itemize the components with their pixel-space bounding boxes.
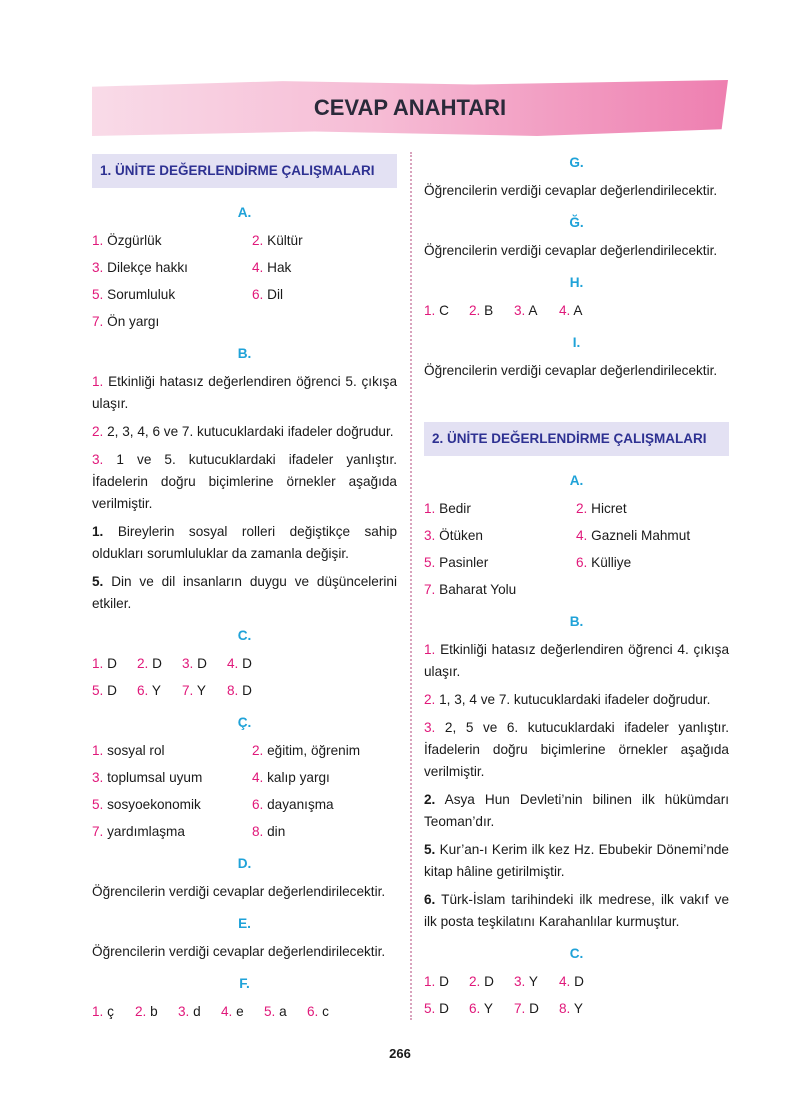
unit1-d-text: Öğrencilerin verdiği cevaplar değerlendirilecektir. (92, 884, 386, 899)
unit2-b-example: 2. Asya Hun Devleti’nin bilinen ilk hükümdarı Teoman’dır. (424, 792, 729, 829)
answer-item: 4. Gazneli Mahmut (576, 528, 691, 543)
unit1-i-text: Öğrencilerin verdiği cevaplar değerlendirilecektir. (424, 363, 718, 378)
unit2-b-paragraph: 3. 2, 5 ve 6. kutucuklardaki ifadeler yanlıştır. İfadelerin doğru biçimlerine örnekler aşağıda verilmiştir. (424, 720, 729, 779)
answer-item: 3. toplumsal uyum (92, 770, 203, 785)
unit2-section-a-answers (424, 498, 729, 601)
unit2-b-example: 5. Kur’an-ı Kerim ilk kez Hz. Ebubekir Dönemi’nde kitap hâline getirilmiştir. (424, 842, 729, 879)
unit2-b-example: 6. Türk-İslam tarihindeki ilk medrese, ilk vakıf ve ilk posta teşkilatını Karahanlılar kurmuştur. (424, 892, 730, 929)
answer-item: 6. Y (137, 683, 161, 698)
answer-item: 3. A (514, 303, 538, 318)
answer-item: 2. Hicret (576, 501, 627, 516)
answer-item: 8. Y (559, 1001, 583, 1016)
answer-item: 6. dayanışma (252, 797, 334, 812)
answer-item: 5. D (424, 1001, 449, 1016)
answer-item: 2. b (135, 1004, 158, 1019)
unit1-c-row (92, 653, 397, 675)
unit2-c-row (424, 998, 729, 1020)
answer-item: 2. B (469, 303, 494, 318)
unit2-section-a-label: A. (569, 473, 584, 488)
unit1-b-paragraph: 2. 2, 3, 4, 6 ve 7. kutucuklardaki ifadeler doğrudur. (92, 424, 394, 439)
answer-item: 1. sosyal rol (92, 743, 165, 758)
unit1-section-a-label: A. (237, 205, 252, 220)
unit1-b-paragraph: 3. 1 ve 5. kutucuklardaki ifadeler yanlıştır. İfadelerin doğru biçimlerine örnekler aşağıda verilmiştir. (92, 452, 398, 511)
answer-item: 3. D (182, 656, 207, 671)
answer-item: 7. yardımlaşma (92, 824, 185, 839)
answer-item: 1. ç (92, 1004, 114, 1019)
unit1-c-row (92, 680, 397, 702)
answer-item: 2. D (137, 656, 162, 671)
unit2-b-paragraph: 2. 1, 3, 4 ve 7. kutucuklardaki ifadeler doğrudur. (424, 692, 711, 707)
unit2-section-b-label: B. (569, 614, 584, 629)
answer-item: 2. D (469, 974, 494, 989)
page-title: CEVAP ANAHTARI (313, 95, 507, 120)
answer-item: 1. C (424, 303, 449, 318)
unit1-section-c-label: C. (237, 628, 252, 643)
unit2-c-row (424, 971, 729, 993)
unit1-section-gg-label: Ğ. (569, 215, 584, 230)
answer-item: 3. Y (514, 974, 538, 989)
answer-item: 4. Hak (252, 260, 292, 275)
answer-item: 5. sosyoekonomik (92, 797, 201, 812)
answer-item: 7. D (514, 1001, 539, 1016)
unit1-section-h-label: H. (569, 275, 584, 290)
page-number: 266 (389, 1046, 411, 1061)
answer-item: 6. Y (469, 1001, 493, 1016)
answer-item: 4. kalıp yargı (252, 770, 330, 785)
answer-item: 4. D (227, 656, 252, 671)
unit2-section-c-label: C. (569, 946, 584, 961)
unit1-b-paragraph: 1. Etkinliği hatasız değerlendiren öğrenci 5. çıkışa ulaşır. (92, 374, 398, 411)
unit1-section-i-label: I. (572, 335, 581, 350)
answer-item: 1. D (92, 656, 117, 671)
answer-item: 2. eğitim, öğrenim (252, 743, 361, 758)
unit1-section-b-label: B. (237, 346, 252, 361)
answer-item: 6. c (307, 1004, 329, 1019)
unit1-section-cc-label: Ç. (237, 715, 252, 730)
answer-item: 5. D (92, 683, 117, 698)
answer-item: 5. Pasinler (424, 555, 489, 570)
unit1-b-example: 1. Bireylerin sosyal rolleri değiştikçe sahip oldukları sorumluluklar da zamanla değişir. (92, 524, 398, 561)
unit1-e-text: Öğrencilerin verdiği cevaplar değerlendirilecektir. (92, 944, 386, 959)
answer-item: 2. Kültür (252, 233, 303, 248)
answer-item: 1. D (424, 974, 449, 989)
answer-item: 1. Özgürlük (92, 233, 162, 248)
answer-item: 3. d (178, 1004, 201, 1019)
answer-item: 6. Dil (252, 287, 283, 302)
left-column (92, 150, 397, 1027)
unit1-h-row (424, 300, 729, 322)
right-column (424, 150, 729, 1025)
unit1-section-a-answers (92, 230, 397, 333)
unit1-b-example: 5. Din ve dil insanların duygu ve düşüncelerini etkiler. (92, 574, 397, 611)
answer-item: 4. D (559, 974, 584, 989)
answer-item: 8. din (252, 824, 286, 839)
unit1-section-g-label: G. (569, 155, 584, 170)
answer-item: 6. Külliye (576, 555, 632, 570)
unit1-section-e-label: E. (238, 916, 251, 931)
answer-item: 4. A (559, 303, 583, 318)
answer-item: 7. Ön yargı (92, 314, 160, 329)
column-divider (410, 152, 412, 1020)
unit1-g-text: Öğrencilerin verdiği cevaplar değerlendirilecektir. (424, 183, 718, 198)
unit1-section-f-label: F. (239, 976, 250, 991)
answer-item: 5. Sorumluluk (92, 287, 176, 302)
answer-item: 7. Baharat Yolu (424, 582, 517, 597)
unit2-header: 2. ÜNİTE DEĞERLENDİRME ÇALIŞMALARI (424, 422, 729, 456)
answer-item: 3. Ötüken (424, 528, 483, 543)
unit1-gg-text: Öğrencilerin verdiği cevaplar değerlendirilecektir. (424, 243, 718, 258)
answer-item: 8. D (227, 683, 252, 698)
answer-item: 3. Dilekçe hakkı (92, 260, 188, 275)
unit1-section-cc-answers (92, 740, 397, 843)
unit1-section-d-label: D. (237, 856, 252, 871)
answer-item: 5. a (264, 1004, 287, 1019)
answer-item: 4. e (221, 1004, 244, 1019)
unit2-b-paragraph: 1. Etkinliği hatasız değerlendiren öğrenci 4. çıkışa ulaşır. (424, 642, 730, 679)
unit1-f-row (92, 1001, 397, 1023)
answer-item: 7. Y (182, 683, 206, 698)
answer-item: 1. Bedir (424, 501, 471, 516)
unit1-header: 1. ÜNİTE DEĞERLENDİRME ÇALIŞMALARI (92, 154, 397, 188)
